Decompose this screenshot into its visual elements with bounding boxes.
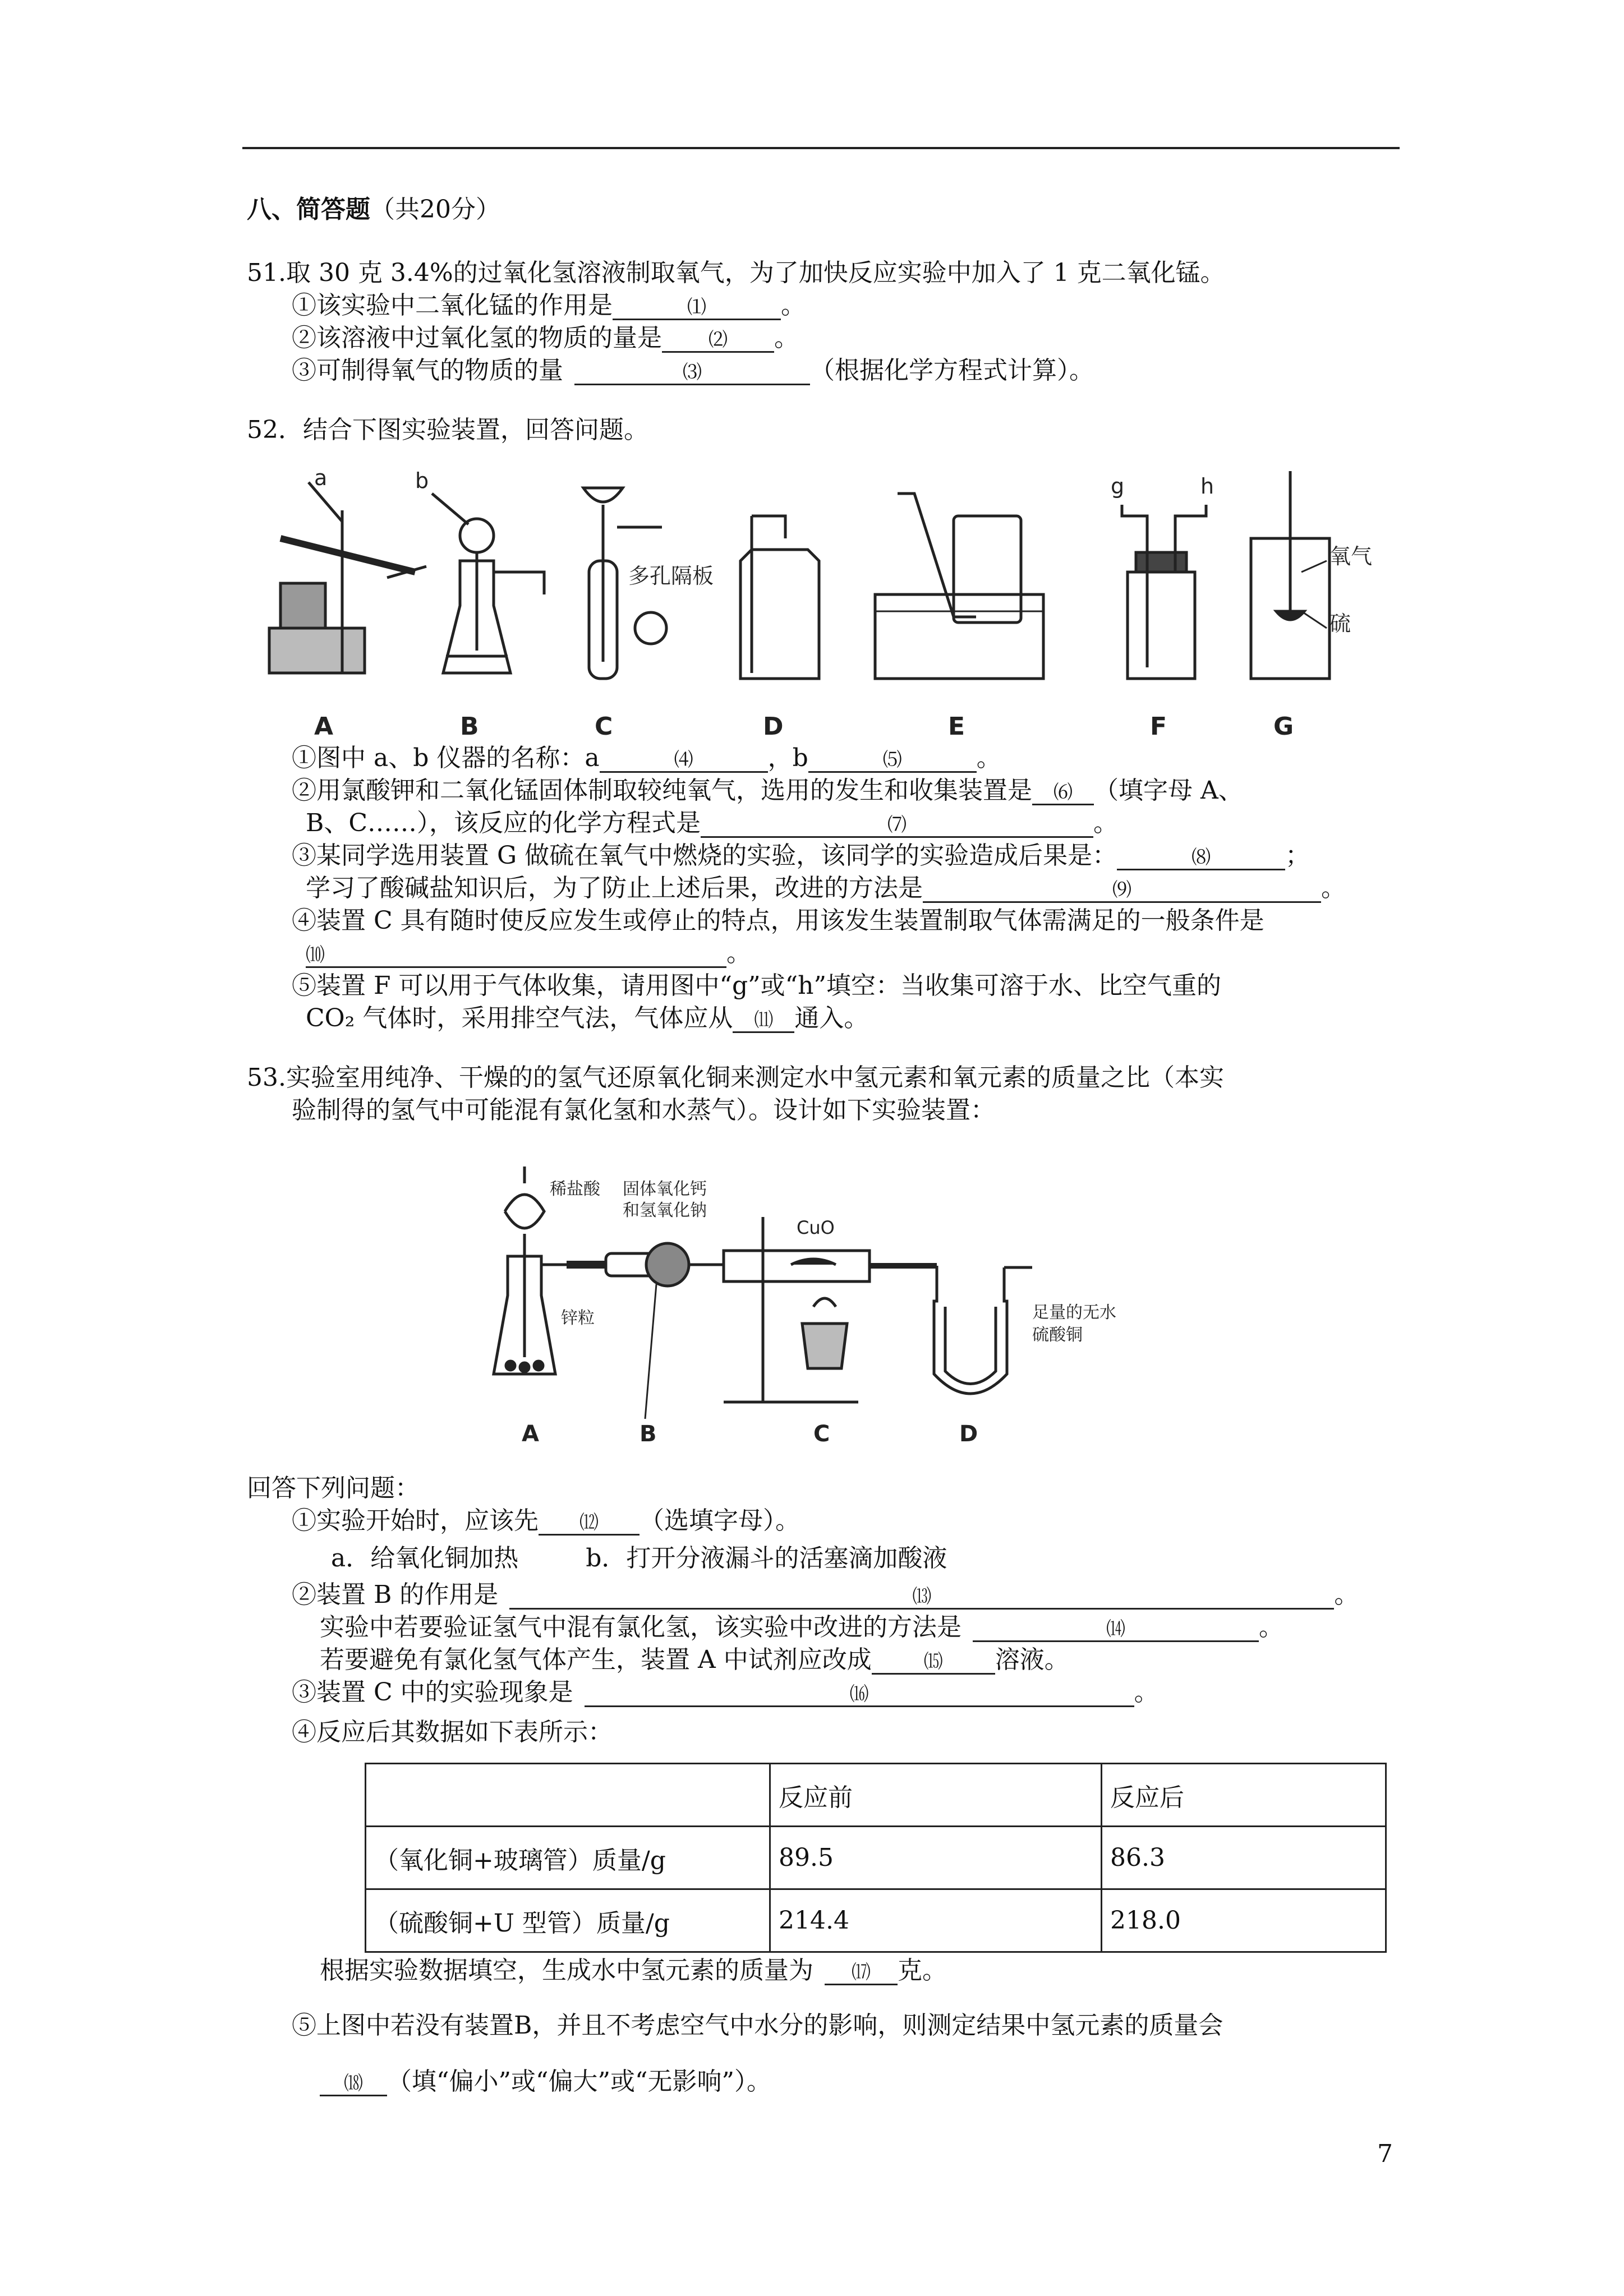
svg-text:a: a xyxy=(314,465,328,490)
q53-sub2: ②装置 B 的作用是 ⒀ 。 xyxy=(292,1580,1359,1609)
svg-text:g: g xyxy=(1111,474,1125,499)
q53-sub4: ④反应后其数据如下表所示： xyxy=(292,1718,613,1746)
q53-sub4-cont: 根据实验数据填空，生成水中氢元素的质量为 ⒄ 克。 xyxy=(320,1956,947,1985)
answer-blank-17[interactable]: ⒄ xyxy=(825,1961,898,1985)
answer-blank-18[interactable]: ⒅ xyxy=(320,2072,387,2096)
svg-text:b: b xyxy=(415,468,429,493)
answer-blank-3[interactable]: ⑶ xyxy=(574,361,810,385)
q51-sub3: ③可制得氧气的物质的量 ⑶ （根据化学方程式计算）。 xyxy=(292,356,1094,385)
apparatus-b-drawing xyxy=(443,519,544,673)
answer-intro: 回答下列问题： xyxy=(247,1474,420,1502)
q53-sub2-cont2: 若要避免有氯化氢气体产生，装置 A 中试剂应改成 ⒂ 溶液。 xyxy=(320,1645,1069,1674)
option-b[interactable]: b．打开分液漏斗的活塞滴加酸液 xyxy=(586,1544,947,1573)
svg-text:固体氧化钙: 固体氧化钙 xyxy=(623,1179,707,1199)
q52-stem: 52．结合下图实验装置，回答问题。 xyxy=(247,416,648,444)
answer-blank-4[interactable]: ⑷ xyxy=(600,749,768,773)
table-row xyxy=(366,1889,1386,1952)
apparatus-f-drawing xyxy=(1122,505,1206,679)
table-cell: 218.0 xyxy=(1102,1889,1386,1952)
q52-sub3: ③某同学选用装置 G 做硫在氧气中燃烧的实验，该同学的实验造成后果是： ⑻ ； xyxy=(292,841,1310,870)
apparatus-d-drawing xyxy=(740,516,819,679)
svg-text:和氢氧化钠: 和氢氧化钠 xyxy=(623,1201,707,1220)
table-cell: （硫酸铜+U 型管）质量/g xyxy=(366,1889,770,1952)
q51-sub1: ①该实验中二氧化锰的作用是 ⑴ 。 xyxy=(292,291,806,320)
answer-blank-9[interactable]: ⑼ xyxy=(923,879,1321,903)
q53-apparatus-label-a: A xyxy=(522,1421,539,1447)
apparatus-d-drawing xyxy=(934,1266,1032,1394)
answer-blank-10[interactable]: ⑽ xyxy=(306,944,726,968)
q53-sub1: ①实验开始时，应该先 ⑿ （选填字母）。 xyxy=(292,1506,800,1535)
q53-apparatus-figure xyxy=(477,1155,1206,1458)
apparatus-b-drawing xyxy=(567,1243,724,1419)
table-cell: 89.5 xyxy=(770,1827,1102,1889)
table-cell: 86.3 xyxy=(1102,1827,1386,1889)
table-row xyxy=(366,1764,1386,1827)
q53-apparatus-label-c: C xyxy=(813,1421,830,1447)
answer-blank-7[interactable]: ⑺ xyxy=(701,814,1093,838)
svg-text:多孔隔板: 多孔隔板 xyxy=(628,564,714,588)
apparatus-label-g: G xyxy=(1273,712,1294,740)
q52-apparatus-figure xyxy=(247,460,1414,740)
q52-sub3-cont: 学习了酸碱盐知识后，为了防止上述后果，改进的方法是 ⑼ 。 xyxy=(306,874,1346,902)
q53-apparatus-label-b: B xyxy=(640,1421,657,1447)
q53-sub3: ③装置 C 中的实验现象是 ⒃ 。 xyxy=(292,1678,1159,1707)
svg-text:CuO: CuO xyxy=(797,1217,835,1238)
table-header-cell: 反应前 xyxy=(770,1764,1102,1827)
apparatus-label-b: B xyxy=(460,712,479,740)
q53-options xyxy=(331,1542,947,1575)
table-cell: （氧化铜+玻璃管）质量/g xyxy=(366,1827,770,1889)
answer-blank-6[interactable]: ⑹ xyxy=(1032,781,1094,805)
table-cell: 214.4 xyxy=(770,1889,1102,1952)
section-title: 八、简答题（共20分） xyxy=(247,195,500,224)
answer-blank-13[interactable]: ⒀ xyxy=(509,1585,1334,1610)
answer-blank-1[interactable]: ⑴ xyxy=(613,296,781,320)
table-row xyxy=(366,1827,1386,1889)
header-rule xyxy=(242,147,1400,149)
q53-stem-line1: 53.实验室用纯净、干燥的的氢气还原氧化铜来测定水中氢元素和氧元素的质量之比（本实 xyxy=(247,1063,1224,1092)
q53-stem-line2: 验制得的氢气中可能混有氯化氢和水蒸气）。设计如下实验装置： xyxy=(292,1096,995,1124)
apparatus-label-c: C xyxy=(595,712,613,740)
q53-sub5-cont: ⒅ （填“偏小”或“偏大”或“无影响”）。 xyxy=(320,2066,771,2098)
option-a[interactable]: a．给氧化铜加热 xyxy=(331,1544,519,1573)
q51-stem: 51.取 30 克 3.4%的过氧化氢溶液制取氧气，为了加快反应实验中加入了 1 克二氧化锰。 xyxy=(247,259,1225,287)
apparatus-label-d: D xyxy=(763,712,784,740)
answer-blank-11[interactable]: ⑾ xyxy=(733,1009,794,1033)
q52-sub5-cont: CO₂ 气体时，采用排空气法，气体应从 ⑾ 通入。 xyxy=(306,1004,869,1032)
answer-blank-5[interactable]: ⑸ xyxy=(808,749,977,773)
q52-sub4: ④装置 C 具有随时使反应发生或停止的特点，用该发生装置制取气体需满足的一般条件是 xyxy=(292,906,1264,935)
q53-sub2-cont1: 实验中若要验证氢气中混有氯化氢，该实验中改进的方法是 ⒁ 。 xyxy=(320,1613,1283,1642)
svg-text:硫: 硫 xyxy=(1329,611,1351,636)
table-header-cell: 反应后 xyxy=(1102,1764,1386,1827)
answer-blank-2[interactable]: ⑵ xyxy=(662,329,774,353)
table-header-cell xyxy=(366,1764,770,1827)
svg-text:稀盐酸: 稀盐酸 xyxy=(550,1179,600,1199)
svg-text:足量的无水: 足量的无水 xyxy=(1032,1303,1116,1322)
data-table xyxy=(365,1763,1387,1953)
q53-apparatus-label-d: D xyxy=(959,1421,978,1447)
q52-sub5: ⑤装置 F 可以用于气体收集，请用图中“g”或“h”填空：当收集可溶于水、比空气重的 xyxy=(292,971,1221,1000)
q52-sub2: ②用氯酸钾和二氧化锰固体制取较纯氧气，选用的发生和收集装置是 ⑹ （填字母 A、 xyxy=(292,776,1243,805)
apparatus-g-drawing xyxy=(1251,471,1329,679)
svg-text:硫酸铜: 硫酸铜 xyxy=(1032,1325,1083,1345)
q51-sub2: ②该溶液中过氧化氢的物质的量是 ⑵ 。 xyxy=(292,324,799,352)
answer-blank-15[interactable]: ⒂ xyxy=(872,1650,995,1675)
answer-blank-14[interactable]: ⒁ xyxy=(973,1618,1259,1642)
answer-blank-16[interactable]: ⒃ xyxy=(585,1683,1134,1707)
apparatus-a-drawing xyxy=(269,482,426,673)
q52-sub1: ①图中 a、b 仪器的名称：a ⑷ ，b ⑸ 。 xyxy=(292,744,1001,772)
apparatus-label-f: F xyxy=(1150,712,1167,740)
answer-blank-8[interactable]: ⑻ xyxy=(1117,846,1285,870)
svg-text:锌粒: 锌粒 xyxy=(561,1308,595,1328)
svg-text:h: h xyxy=(1200,474,1214,499)
q52-sub2-cont: B、C……），该反应的化学方程式是 ⑺ 。 xyxy=(306,809,1118,837)
apparatus-label-a: A xyxy=(314,712,334,740)
apparatus-c-drawing xyxy=(724,1217,937,1402)
apparatus-e-drawing xyxy=(875,494,1043,679)
page-number: 7 xyxy=(1377,2140,1393,2168)
apparatus-label-e: E xyxy=(948,712,965,740)
answer-blank-12[interactable]: ⑿ xyxy=(539,1511,640,1536)
svg-text:氧气: 氧气 xyxy=(1329,544,1373,569)
q52-sub4-cont: ⑽ 。 xyxy=(306,939,751,967)
q53-sub5: ⑤上图中若没有装置B，并且不考虑空气中水分的影响，则测定结果中氢元素的质量会 xyxy=(292,2011,1223,2040)
